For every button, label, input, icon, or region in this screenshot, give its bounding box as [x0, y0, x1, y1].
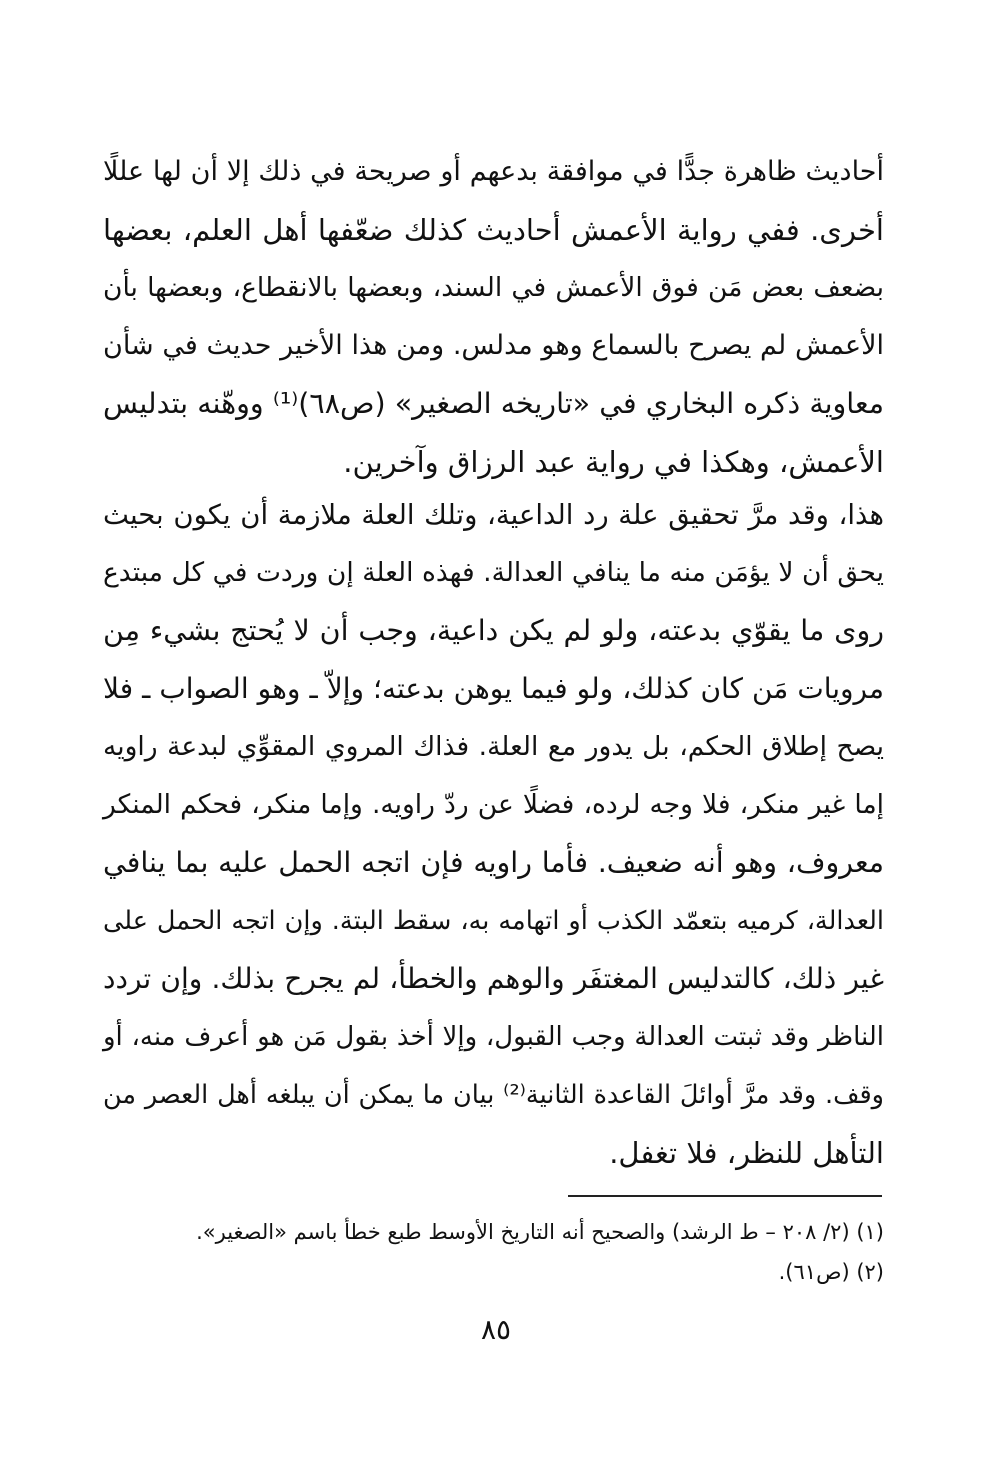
text-line: الناظر وقد ثبتت العدالة وجب القبول، وإلا أخذ بقول مَن هو أعرف منه، أو: [103, 1022, 884, 1052]
text-line: معروف، وهو أنه ضعيف. فأما راويه فإن اتجه الحمل عليه بما ينافي: [103, 846, 884, 879]
text-line: التأهل للنظر، فلا تغفل.: [609, 1136, 884, 1170]
footnotes: [124, 1212, 884, 1292]
text-line: مرويات مَن كان كذلك، ولو فيما يوهن بدعته؛ وإلاّ ـ وهو الصواب ـ فلا: [103, 672, 884, 705]
text-line: غير ذلك، كالتدليس المغتفَر والوهم والخطأ، لم يجرح بذلك. وإن تردد: [103, 962, 884, 995]
text-line: روى ما يقوّي بدعته، ولو لم يكن داعية، وجب أن لا يُحتج بشيء مِن: [103, 614, 884, 647]
paragraph-2: [103, 486, 884, 1182]
text-line: وقف. وقد مرَّ أوائلَ القاعدة الثانية⁽²⁾ بيان ما يمكن أن يبلغه أهل العصر من: [103, 1080, 884, 1110]
text-line: هذا، وقد مرَّ تحقيق علة رد الداعية، وتلك العلة ملازمة أن يكون بحيث: [103, 499, 884, 531]
text-line: بضعف بعض مَن فوق الأعمش في السند، وبعضها بالانقطاع، وبعضها بأن: [103, 272, 884, 303]
footnote-2: (٢) (ص٦١).: [778, 1260, 884, 1284]
text-line: أحاديث ظاهرة جدًّا في موافقة بدعهم أو صريحة في ذلك إلا أن لها عللًا: [103, 156, 884, 187]
text-line: معاوية ذكره البخاري في «تاريخه الصغير» (ص٦٨)⁽¹⁾ ووهّنه بتدليس: [103, 387, 884, 420]
text-line: الأعمش، وهكذا في رواية عبد الرزاق وآخرين.: [343, 445, 884, 479]
text-line: يصح إطلاق الحكم، بل يدور مع العلة. فذاك المروي المقوِّي لبدعة راويه: [103, 731, 884, 762]
text-line: يحق أن لا يؤمَن منه ما ينافي العدالة. فهذه العلة إن وردت في كل مبتدع: [103, 557, 884, 588]
text-line: إما غير منكر، فلا وجه لرده، فضلًا عن ردّ راويه. وإما منكر، فحكم المنكر: [103, 789, 884, 820]
text-line: العدالة، كرميه بتعمّد الكذب أو اتهامه به، سقط البتة. وإن اتجه الحمل على: [103, 906, 884, 936]
footnote-1: (١) (٢/ ٢٠٨ – ط الرشد) والصحيح أنه التاريخ الأوسط طبع خطأ باسم «الصغير».: [196, 1220, 884, 1244]
text-line: أخرى. ففي رواية الأعمش أحاديث كذلك ضعّفها أهل العلم، بعضها: [103, 213, 884, 247]
page-number: ٨٥: [480, 1313, 512, 1346]
text-line: الأعمش لم يصرح بالسماع وهو مدلس. ومن هذا الأخير حديث في شأن: [103, 330, 884, 361]
paragraph-1: [103, 143, 884, 491]
footnote-divider: [568, 1195, 882, 1197]
